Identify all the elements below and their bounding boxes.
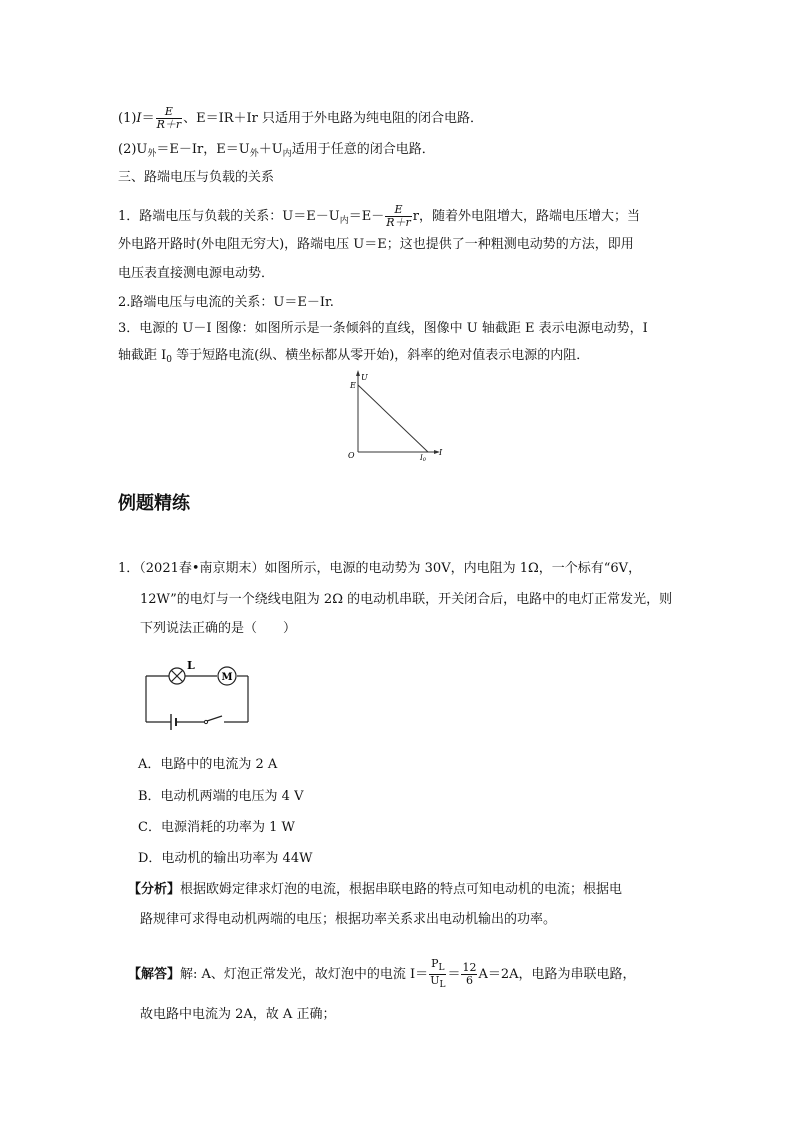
paragraph-line-7: 2.路端电压与电流的关系：U＝E－Ir. xyxy=(118,295,334,310)
question-line-2: 12W”的电灯与一个绕线电阻为 2Ω 的电动机串联，开关闭合后，电路中的电灯正常发光，则 xyxy=(140,592,673,607)
paragraph-line-9: 轴截距 $I_0$ 等于短路电流(纵、横坐标都从零开始)，斜率的绝对值表示电源的内阻． xyxy=(118,348,590,365)
paragraph-line-8: 3．电源的 U－I 图像：如图所示是一条倾斜的直线，图像中 U 轴截距 E 表示电源电动势，I xyxy=(118,321,648,336)
u-axis-arrow-icon xyxy=(356,370,360,376)
paragraph-line-5: 外电路开路时(外电阻无穷大)，路端电压 U＝E；这也提供了一种粗测电动势的方法，即用 xyxy=(118,237,634,252)
solution-line-1: 【解答】解: A、灯泡正常发光，故灯泡中的电流 I＝ $\frac{P_L}{U_L}$ ＝ $\frac{12}{6}$ A＝2A，电路为串联电路， xyxy=(128,957,636,990)
circuit-diagram xyxy=(138,660,258,730)
label-i0: I0 xyxy=(420,454,426,463)
paragraph-line-6: 电压表直接测电源电动势． xyxy=(118,266,275,281)
fraction-e-over-r-2: $\frac{E}{R+r}$ xyxy=(386,203,411,229)
option-c: C．电源消耗的功率为 1 W xyxy=(138,820,295,835)
fraction-12-over-6: $\frac{12}{6}$ xyxy=(462,961,477,987)
symbol-current: I xyxy=(136,111,142,126)
lamp-label: L xyxy=(187,660,195,672)
formula-line-4: 1．路端电压与负载的关系：$U=E-U_内=E-$ $\frac{E}{R+r}$ r，随着外电阻增大，路端电压增大；当 xyxy=(118,203,640,229)
analysis-tag: 【分析】 xyxy=(128,882,181,897)
equals-sign: ＝ xyxy=(141,111,155,126)
section-heading-3: 三、路端电压与负载的关系 xyxy=(118,170,275,185)
question-line-1: 1．（2021春•南京期末）如图所示，电源的电动势为 30V，内电阻为 1Ω，一个标有“6V， xyxy=(118,561,642,576)
lamp-icon xyxy=(169,668,185,684)
option-d: D．电动机的输出功率为 44W xyxy=(138,851,313,866)
section-title: 例题精练 xyxy=(118,493,190,514)
label-i: I xyxy=(439,448,443,457)
line-1-text: 、E＝IR＋Ir 只适用于外电路为纯电阻的闭合电路． xyxy=(183,111,484,126)
motor-label: M xyxy=(221,672,233,683)
switch-lever xyxy=(207,716,222,721)
fraction-e-over-r: $\frac{E}{R+r}$ xyxy=(156,105,182,131)
label-u: U xyxy=(361,373,368,382)
line-prefix: (1) xyxy=(118,111,137,126)
formula-line-2: $(2)U_外=E-Ir$，$E=U_外+U_内$适用于任意的闭合电路． xyxy=(118,142,435,159)
formula-line-1 xyxy=(118,106,483,131)
option-b: B．电动机两端的电压为 4 V xyxy=(138,789,304,804)
solution-tag: 【解答】 xyxy=(128,967,181,982)
option-a: A．电路中的电流为 2 A xyxy=(138,757,278,772)
label-o: O xyxy=(348,451,355,460)
question-line-3: 下列说法正确的是（ ） xyxy=(140,621,297,636)
fraction-pl-over-ul: $\frac{P_L}{U_L}$ xyxy=(430,957,446,990)
solution-line-2: 故电路中电流为 2A，故 A 正确； xyxy=(140,1007,336,1022)
label-e: E xyxy=(350,381,356,390)
u-i-graph xyxy=(340,366,450,466)
u-i-line xyxy=(358,385,428,452)
analysis-line-2: 路规律可求得电动机两端的电压；根据功率关系求出电动机输出的功率。 xyxy=(140,912,557,927)
analysis-line-1: 【分析】根据欧姆定律求灯泡的电流，根据串联电路的特点可知电动机的电流；根据电 xyxy=(128,882,623,897)
